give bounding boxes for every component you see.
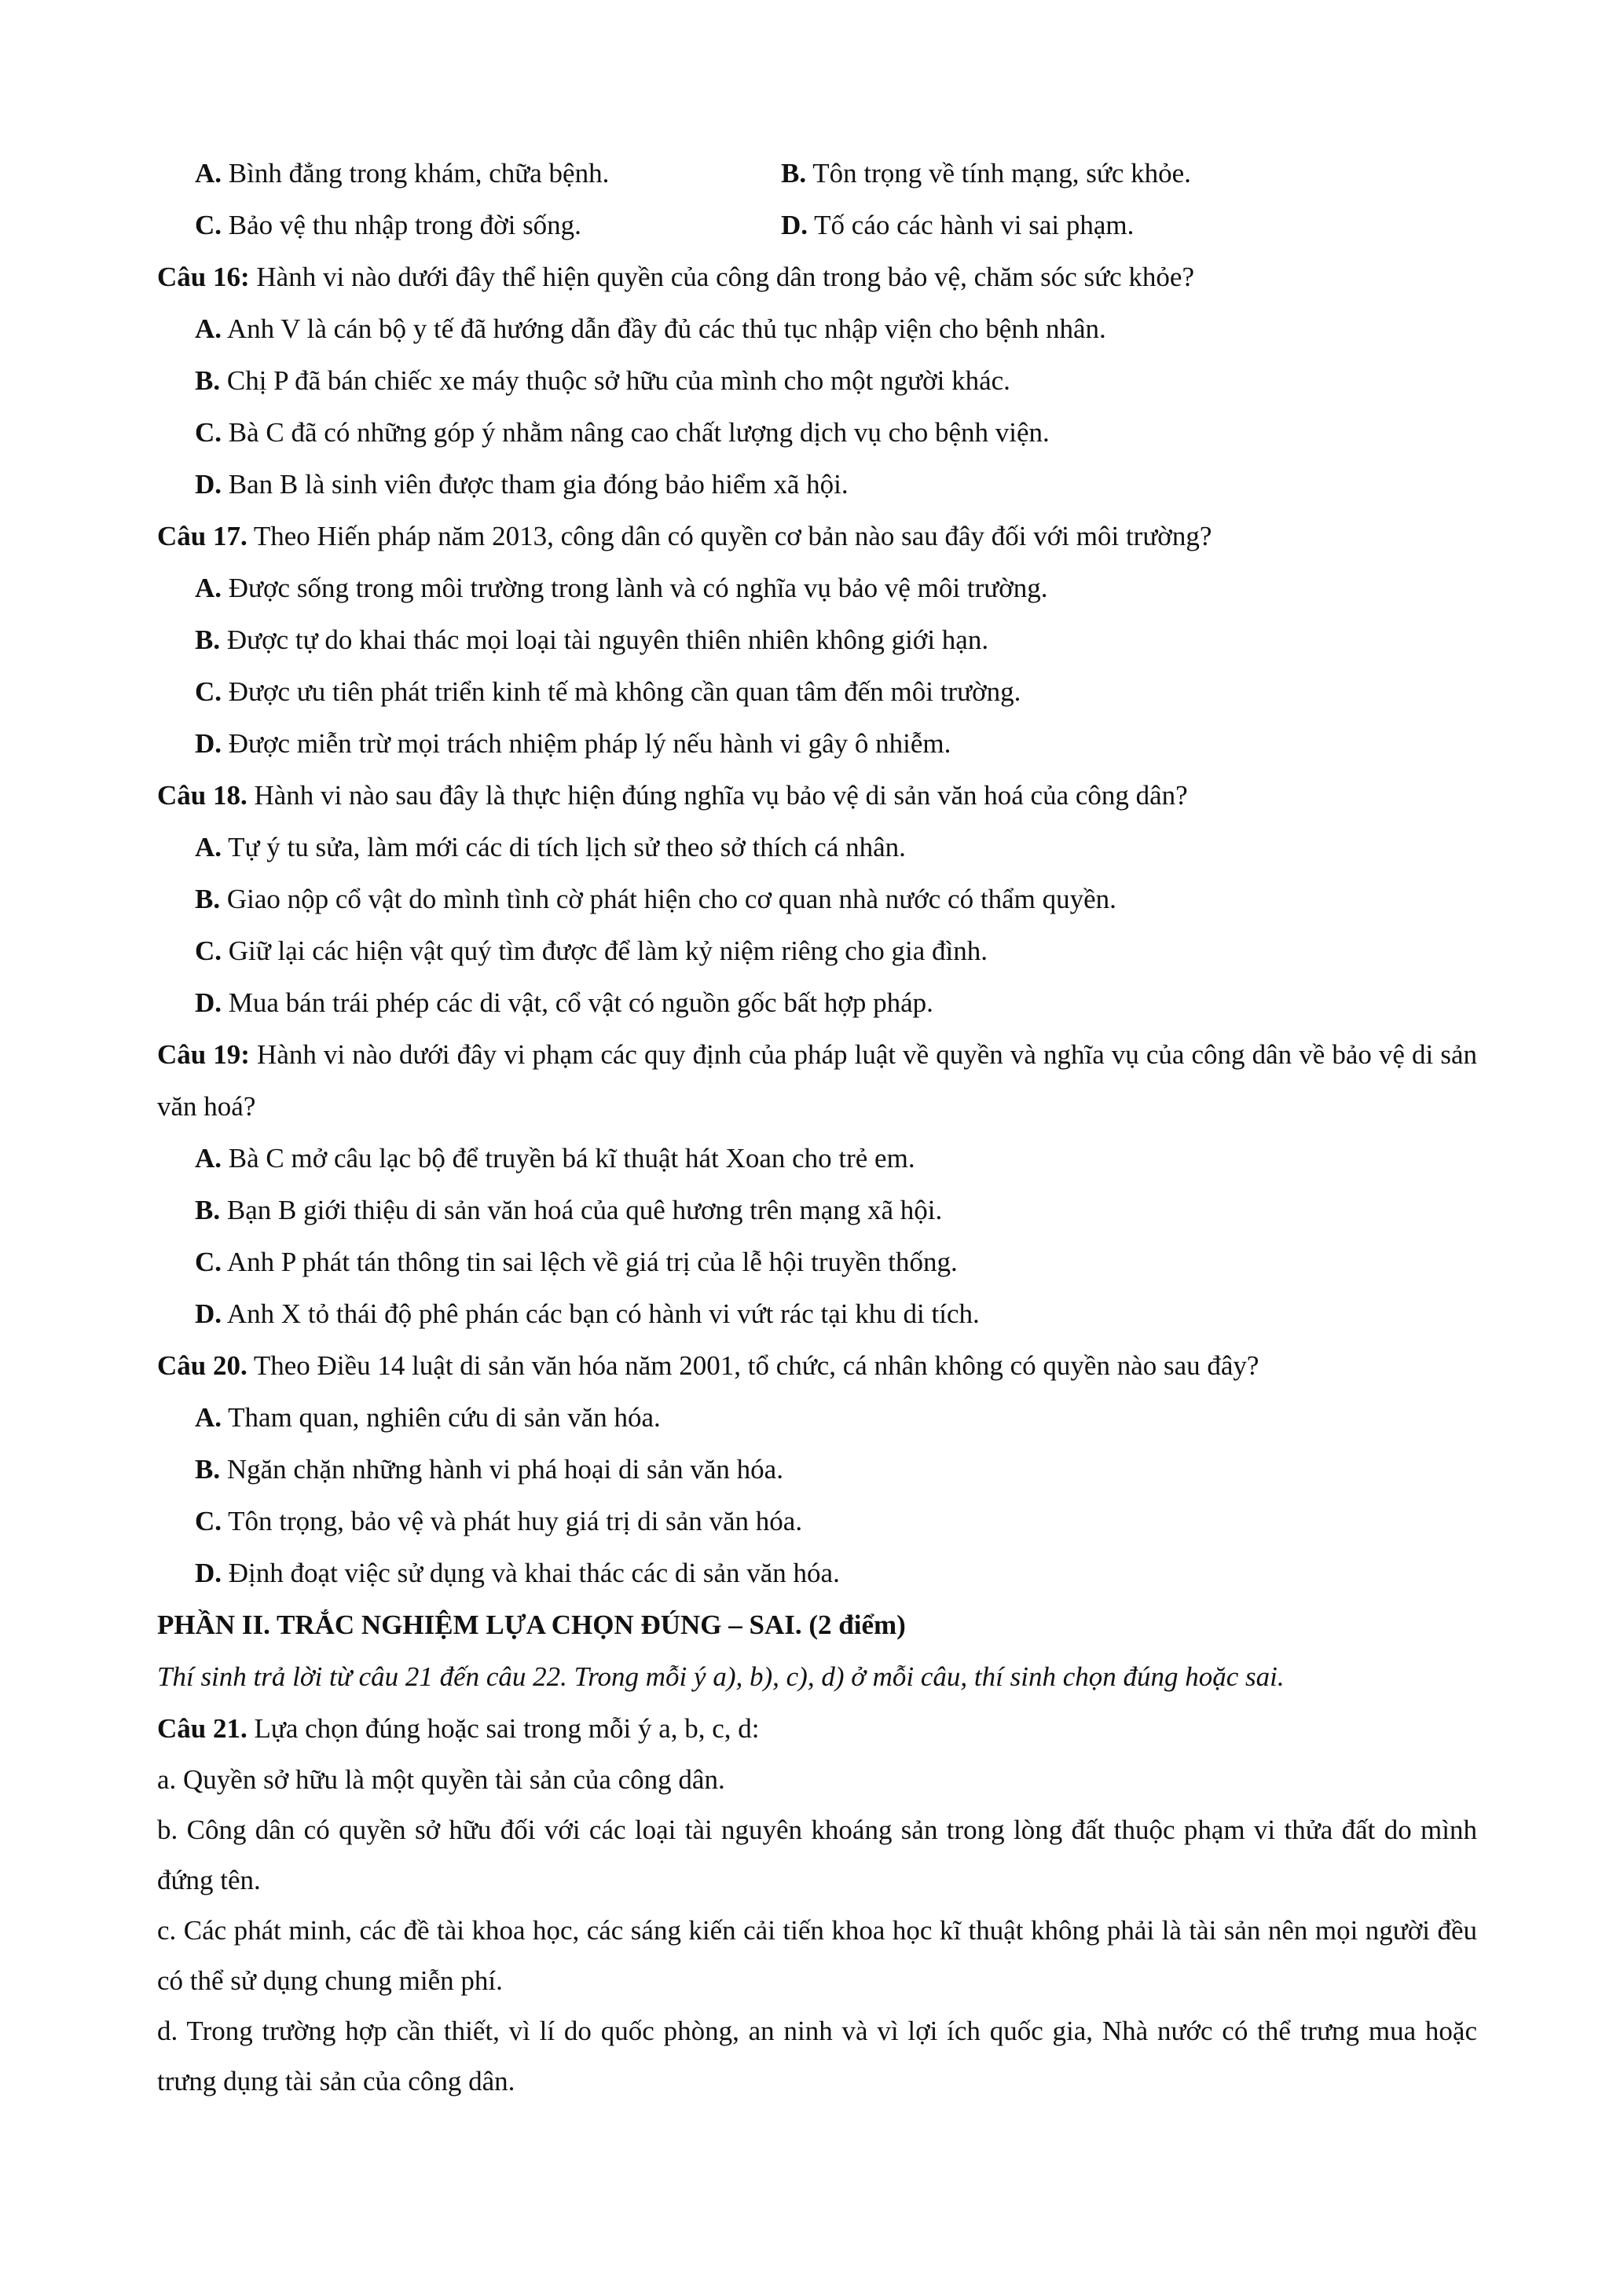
question-21: Câu 21. Lựa chọn đúng hoặc sai trong mỗi ý a, b, c, d:: [157, 1713, 760, 1744]
option: B. Chị P đã bán chiếc xe máy thuộc sở hữu của mình cho một người khác.: [195, 365, 1010, 396]
section-instruction: Thí sinh trả lời từ câu 21 đến câu 22. Trong mỗi ý a), b), c), d) ở mỗi câu, thí sinh chọn đúng hoặc sai.: [157, 1661, 1285, 1692]
option: A. Bà C mở câu lạc bộ để truyền bá kĩ thuật hát Xoan cho trẻ em.: [195, 1143, 915, 1174]
option: C. Anh P phát tán thông tin sai lệch về giá trị của lễ hội truyền thống.: [195, 1247, 958, 1277]
option: A. Bình đẳng trong khám, chữa bệnh.: [195, 158, 610, 189]
statement-item: a. Quyền sở hữu là một quyền tài sản của công dân.: [157, 1764, 725, 1795]
statement-item: b. Công dân có quyền sở hữu đối với các loại tài nguyên khoáng sản trong lòng đất thuộc phạm vi thửa đất do mình đứng tên.: [157, 1814, 1477, 1895]
option: D. Định đoạt việc sử dụng và khai thác các di sản văn hóa.: [195, 1558, 840, 1588]
option: C. Bảo vệ thu nhập trong đời sống.: [195, 210, 581, 240]
statement-item: d. Trong trường hợp cần thiết, vì lí do quốc phòng, an ninh và vì lợi ích quốc gia, Nhà nước có thể trưng mua hoặc trưng dụng tài sản của công dân.: [157, 2016, 1477, 2096]
option: B. Tôn trọng về tính mạng, sức khỏe.: [781, 158, 1191, 189]
option: B. Giao nộp cổ vật do mình tình cờ phát hiện cho cơ quan nhà nước có thẩm quyền.: [195, 884, 1116, 914]
statement-item: c. Các phát minh, các đề tài khoa học, các sáng kiến cải tiến khoa học kĩ thuật không phải là tài sản nên mọi người đều có thể sử dụng chung miễn phí.: [157, 1915, 1477, 1996]
question-16: Câu 16: Hành vi nào dưới đây thể hiện quyền của công dân trong bảo vệ, chăm sóc sức khỏe?: [157, 262, 1194, 292]
option: C. Giữ lại các hiện vật quý tìm được để làm kỷ niệm riêng cho gia đình.: [195, 936, 988, 966]
option: B. Bạn B giới thiệu di sản văn hoá của quê hương trên mạng xã hội.: [195, 1195, 943, 1225]
option: D. Ban B là sinh viên được tham gia đóng bảo hiểm xã hội.: [195, 469, 849, 500]
question-19: Câu 19: Hành vi nào dưới đây vi phạm các quy định của pháp luật về quyền và nghĩa vụ của công dân về bảo vệ di sản văn hoá?: [157, 1039, 1477, 1122]
option: A. Anh V là cán bộ y tế đã hướng dẫn đầy đủ các thủ tục nhập viện cho bệnh nhân.: [195, 313, 1106, 344]
question-18: Câu 18. Hành vi nào sau đây là thực hiện đúng nghĩa vụ bảo vệ di sản văn hoá của công dân?: [157, 780, 1188, 811]
option: C. Được ưu tiên phát triển kinh tế mà không cần quan tâm đến môi trường.: [195, 676, 1021, 707]
option: C. Tôn trọng, bảo vệ và phát huy giá trị di sản văn hóa.: [195, 1506, 803, 1536]
q15-options-row-2: [157, 200, 1477, 251]
option: C. Bà C đã có những góp ý nhằm nâng cao chất lượng dịch vụ cho bệnh viện.: [195, 417, 1050, 448]
option: B. Được tự do khai thác mọi loại tài nguyên thiên nhiên không giới hạn.: [195, 624, 989, 655]
option: D. Tố cáo các hành vi sai phạm.: [781, 210, 1135, 240]
q15-options-row-1: [157, 148, 1477, 200]
option: A. Được sống trong môi trường trong lành và có nghĩa vụ bảo vệ môi trường.: [195, 573, 1048, 603]
option: D. Anh X tỏ thái độ phê phán các bạn có hành vi vứt rác tại khu di tích.: [195, 1298, 980, 1329]
option: D. Mua bán trái phép các di vật, cổ vật có nguồn gốc bất hợp pháp.: [195, 987, 933, 1018]
option: A. Tự ý tu sửa, làm mới các di tích lịch sử theo sở thích cá nhân.: [195, 832, 906, 862]
question-20: Câu 20. Theo Điều 14 luật di sản văn hóa năm 2001, tổ chức, cá nhân không có quyền nào sau đây?: [157, 1350, 1259, 1381]
section-heading: PHẦN II. TRẮC NGHIỆM LỰA CHỌN ĐÚNG – SAI. (2 điểm): [157, 1609, 906, 1640]
option: D. Được miễn trừ mọi trách nhiệm pháp lý nếu hành vi gây ô nhiễm.: [195, 728, 951, 759]
option: B. Ngăn chặn những hành vi phá hoại di sản văn hóa.: [195, 1454, 783, 1485]
question-17: Câu 17. Theo Hiến pháp năm 2013, công dân có quyền cơ bản nào sau đây đối với môi trường?: [157, 521, 1212, 551]
option: A. Tham quan, nghiên cứu di sản văn hóa.: [195, 1402, 661, 1433]
exam-page: [157, 148, 1477, 2107]
